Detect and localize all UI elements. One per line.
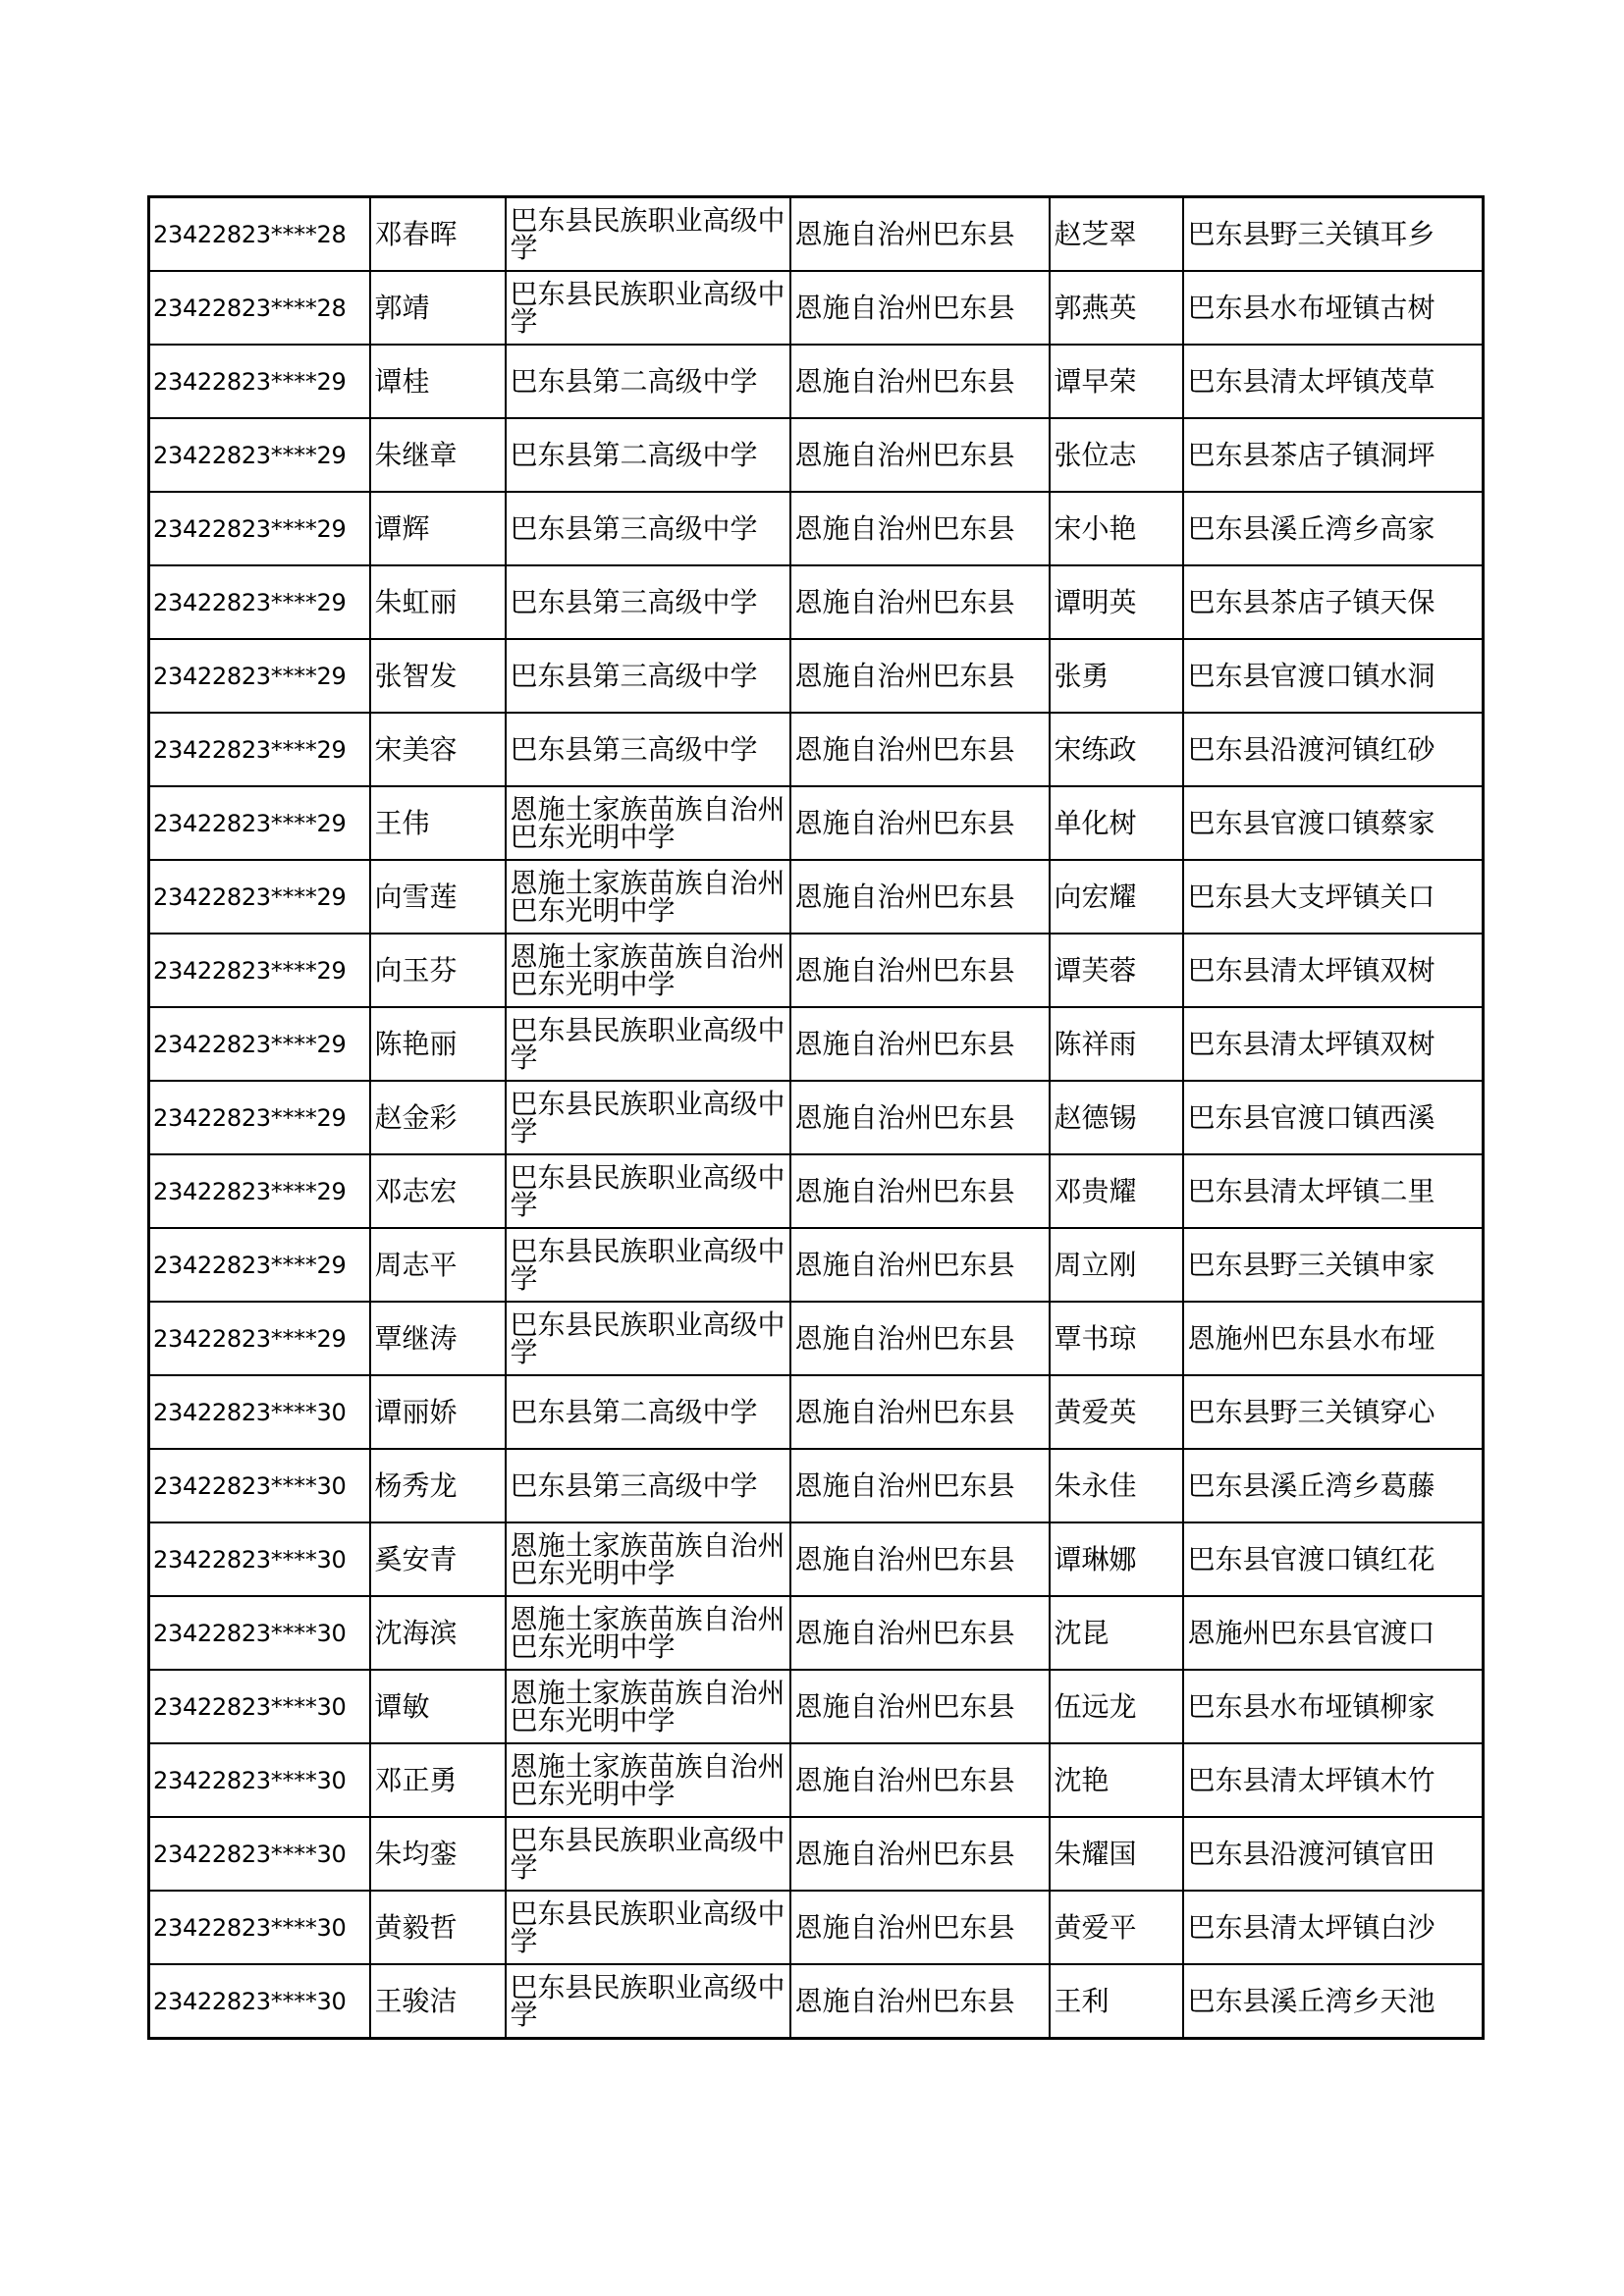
id-number-cell: 23422823****28: [149, 271, 370, 345]
guardian-name-cell: 谭明英: [1050, 565, 1183, 639]
id-number-cell: 23422823****29: [149, 1302, 370, 1375]
region-cell: 恩施自治州巴东县: [790, 1522, 1050, 1596]
guardian-name-cell: 周立刚: [1050, 1228, 1183, 1302]
table-row: [149, 786, 1484, 860]
table-row: [149, 1449, 1484, 1522]
address-cell: 巴东县官渡口镇西溪: [1183, 1081, 1484, 1154]
id-number-cell: 23422823****29: [149, 860, 370, 934]
guardian-name-cell: 张勇: [1050, 639, 1183, 713]
guardian-name-cell: 陈祥雨: [1050, 1007, 1183, 1081]
student-name-cell: 谭辉: [370, 492, 506, 565]
guardian-name-cell: 覃书琼: [1050, 1302, 1183, 1375]
school-cell: 恩施土家族苗族自治州巴东光明中学: [506, 934, 790, 1007]
school-cell: 恩施土家族苗族自治州巴东光明中学: [506, 1670, 790, 1743]
id-number-cell: 23422823****30: [149, 1375, 370, 1449]
region-cell: 恩施自治州巴东县: [790, 418, 1050, 492]
address-cell: 巴东县溪丘湾乡葛藤: [1183, 1449, 1484, 1522]
school-cell: 恩施土家族苗族自治州巴东光明中学: [506, 1743, 790, 1817]
school-cell: 恩施土家族苗族自治州巴东光明中学: [506, 786, 790, 860]
student-name-cell: 奚安青: [370, 1522, 506, 1596]
guardian-name-cell: 郭燕英: [1050, 271, 1183, 345]
school-cell: 巴东县民族职业高级中学: [506, 1817, 790, 1891]
id-number-cell: 23422823****30: [149, 1743, 370, 1817]
id-number-cell: 23422823****29: [149, 345, 370, 418]
student-name-cell: 谭丽娇: [370, 1375, 506, 1449]
school-cell: 巴东县第三高级中学: [506, 1449, 790, 1522]
region-cell: 恩施自治州巴东县: [790, 1817, 1050, 1891]
table-row: [149, 197, 1484, 272]
region-cell: 恩施自治州巴东县: [790, 1596, 1050, 1670]
school-cell: 巴东县民族职业高级中学: [506, 1964, 790, 2039]
id-number-cell: 23422823****30: [149, 1449, 370, 1522]
table-row: [149, 1817, 1484, 1891]
student-name-cell: 朱均銮: [370, 1817, 506, 1891]
id-number-cell: 23422823****29: [149, 1228, 370, 1302]
address-cell: 巴东县沿渡河镇红砂: [1183, 713, 1484, 786]
guardian-name-cell: 邓贵耀: [1050, 1154, 1183, 1228]
address-cell: 巴东县清太坪镇二里: [1183, 1154, 1484, 1228]
student-name-cell: 朱继章: [370, 418, 506, 492]
guardian-name-cell: 黄爱平: [1050, 1891, 1183, 1964]
region-cell: 恩施自治州巴东县: [790, 1154, 1050, 1228]
table-row: [149, 345, 1484, 418]
student-name-cell: 王骏洁: [370, 1964, 506, 2039]
guardian-name-cell: 宋练政: [1050, 713, 1183, 786]
region-cell: 恩施自治州巴东县: [790, 1891, 1050, 1964]
region-cell: 恩施自治州巴东县: [790, 1302, 1050, 1375]
school-cell: 巴东县第二高级中学: [506, 1375, 790, 1449]
school-cell: 巴东县民族职业高级中学: [506, 1302, 790, 1375]
address-cell: 巴东县官渡口镇水洞: [1183, 639, 1484, 713]
student-name-cell: 郭靖: [370, 271, 506, 345]
region-cell: 恩施自治州巴东县: [790, 713, 1050, 786]
region-cell: 恩施自治州巴东县: [790, 934, 1050, 1007]
address-cell: 巴东县野三关镇申家: [1183, 1228, 1484, 1302]
table-row: [149, 639, 1484, 713]
address-cell: 巴东县官渡口镇红花: [1183, 1522, 1484, 1596]
guardian-name-cell: 谭芙蓉: [1050, 934, 1183, 1007]
table-row: [149, 1081, 1484, 1154]
address-cell: 巴东县茶店子镇天保: [1183, 565, 1484, 639]
region-cell: 恩施自治州巴东县: [790, 1081, 1050, 1154]
table-row: [149, 418, 1484, 492]
school-cell: 巴东县民族职业高级中学: [506, 1081, 790, 1154]
school-cell: 巴东县民族职业高级中学: [506, 1228, 790, 1302]
address-cell: 巴东县官渡口镇蔡家: [1183, 786, 1484, 860]
region-cell: 恩施自治州巴东县: [790, 786, 1050, 860]
id-number-cell: 23422823****30: [149, 1596, 370, 1670]
guardian-name-cell: 赵德锡: [1050, 1081, 1183, 1154]
id-number-cell: 23422823****29: [149, 1007, 370, 1081]
region-cell: 恩施自治州巴东县: [790, 1670, 1050, 1743]
table-row: [149, 1596, 1484, 1670]
student-name-cell: 向雪莲: [370, 860, 506, 934]
address-cell: 恩施州巴东县水布垭: [1183, 1302, 1484, 1375]
table-row: [149, 934, 1484, 1007]
guardian-name-cell: 朱永佳: [1050, 1449, 1183, 1522]
id-number-cell: 23422823****28: [149, 197, 370, 272]
student-name-cell: 沈海滨: [370, 1596, 506, 1670]
region-cell: 恩施自治州巴东县: [790, 1007, 1050, 1081]
school-cell: 巴东县民族职业高级中学: [506, 1154, 790, 1228]
region-cell: 恩施自治州巴东县: [790, 1375, 1050, 1449]
school-cell: 巴东县第三高级中学: [506, 639, 790, 713]
id-number-cell: 23422823****29: [149, 1081, 370, 1154]
address-cell: 巴东县清太坪镇木竹: [1183, 1743, 1484, 1817]
address-cell: 巴东县清太坪镇双树: [1183, 934, 1484, 1007]
address-cell: 巴东县溪丘湾乡天池: [1183, 1964, 1484, 2039]
region-cell: 恩施自治州巴东县: [790, 1743, 1050, 1817]
table-row: [149, 713, 1484, 786]
student-name-cell: 陈艳丽: [370, 1007, 506, 1081]
table-row: [149, 1228, 1484, 1302]
school-cell: 巴东县民族职业高级中学: [506, 271, 790, 345]
student-name-cell: 谭桂: [370, 345, 506, 418]
student-name-cell: 杨秀龙: [370, 1449, 506, 1522]
student-name-cell: 邓志宏: [370, 1154, 506, 1228]
table-row: [149, 1007, 1484, 1081]
student-table: [147, 195, 1485, 2040]
id-number-cell: 23422823****29: [149, 418, 370, 492]
guardian-name-cell: 伍远龙: [1050, 1670, 1183, 1743]
id-number-cell: 23422823****29: [149, 639, 370, 713]
guardian-name-cell: 王利: [1050, 1964, 1183, 2039]
region-cell: 恩施自治州巴东县: [790, 345, 1050, 418]
address-cell: 恩施州巴东县官渡口: [1183, 1596, 1484, 1670]
student-name-cell: 覃继涛: [370, 1302, 506, 1375]
school-cell: 恩施土家族苗族自治州巴东光明中学: [506, 1596, 790, 1670]
guardian-name-cell: 向宏耀: [1050, 860, 1183, 934]
id-number-cell: 23422823****30: [149, 1891, 370, 1964]
guardian-name-cell: 宋小艳: [1050, 492, 1183, 565]
address-cell: 巴东县沿渡河镇官田: [1183, 1817, 1484, 1891]
region-cell: 恩施自治州巴东县: [790, 271, 1050, 345]
school-cell: 巴东县民族职业高级中学: [506, 197, 790, 272]
id-number-cell: 23422823****29: [149, 1154, 370, 1228]
guardian-name-cell: 沈昆: [1050, 1596, 1183, 1670]
table-row: [149, 1964, 1484, 2039]
school-cell: 巴东县民族职业高级中学: [506, 1891, 790, 1964]
table-row: [149, 1743, 1484, 1817]
student-name-cell: 向玉芬: [370, 934, 506, 1007]
address-cell: 巴东县大支坪镇关口: [1183, 860, 1484, 934]
table-row: [149, 1670, 1484, 1743]
region-cell: 恩施自治州巴东县: [790, 492, 1050, 565]
id-number-cell: 23422823****30: [149, 1964, 370, 2039]
school-cell: 巴东县民族职业高级中学: [506, 1007, 790, 1081]
school-cell: 恩施土家族苗族自治州巴东光明中学: [506, 1522, 790, 1596]
school-cell: 巴东县第三高级中学: [506, 713, 790, 786]
address-cell: 巴东县溪丘湾乡高家: [1183, 492, 1484, 565]
region-cell: 恩施自治州巴东县: [790, 197, 1050, 272]
id-number-cell: 23422823****29: [149, 492, 370, 565]
region-cell: 恩施自治州巴东县: [790, 1449, 1050, 1522]
school-cell: 巴东县第二高级中学: [506, 418, 790, 492]
address-cell: 巴东县野三关镇耳乡: [1183, 197, 1484, 272]
address-cell: 巴东县野三关镇穿心: [1183, 1375, 1484, 1449]
id-number-cell: 23422823****29: [149, 565, 370, 639]
student-name-cell: 赵金彩: [370, 1081, 506, 1154]
guardian-name-cell: 赵芝翠: [1050, 197, 1183, 272]
region-cell: 恩施自治州巴东县: [790, 639, 1050, 713]
school-cell: 巴东县第三高级中学: [506, 492, 790, 565]
table-row: [149, 1302, 1484, 1375]
school-cell: 巴东县第三高级中学: [506, 565, 790, 639]
guardian-name-cell: 谭琳娜: [1050, 1522, 1183, 1596]
guardian-name-cell: 沈艳: [1050, 1743, 1183, 1817]
id-number-cell: 23422823****30: [149, 1670, 370, 1743]
table-row: [149, 1375, 1484, 1449]
table-row: [149, 1891, 1484, 1964]
guardian-name-cell: 黄爱英: [1050, 1375, 1183, 1449]
student-name-cell: 邓春晖: [370, 197, 506, 272]
school-cell: 恩施土家族苗族自治州巴东光明中学: [506, 860, 790, 934]
id-number-cell: 23422823****29: [149, 934, 370, 1007]
id-number-cell: 23422823****29: [149, 786, 370, 860]
student-name-cell: 邓正勇: [370, 1743, 506, 1817]
table-row: [149, 1522, 1484, 1596]
id-number-cell: 23422823****30: [149, 1817, 370, 1891]
table-row: [149, 1154, 1484, 1228]
address-cell: 巴东县清太坪镇茂草: [1183, 345, 1484, 418]
student-name-cell: 周志平: [370, 1228, 506, 1302]
id-number-cell: 23422823****30: [149, 1522, 370, 1596]
student-name-cell: 张智发: [370, 639, 506, 713]
student-name-cell: 王伟: [370, 786, 506, 860]
student-name-cell: 黄毅哲: [370, 1891, 506, 1964]
table-body: [149, 197, 1484, 2039]
region-cell: 恩施自治州巴东县: [790, 565, 1050, 639]
guardian-name-cell: 单化树: [1050, 786, 1183, 860]
student-name-cell: 朱虹丽: [370, 565, 506, 639]
region-cell: 恩施自治州巴东县: [790, 860, 1050, 934]
region-cell: 恩施自治州巴东县: [790, 1228, 1050, 1302]
student-name-cell: 宋美容: [370, 713, 506, 786]
table-row: [149, 492, 1484, 565]
address-cell: 巴东县清太坪镇双树: [1183, 1007, 1484, 1081]
table-row: [149, 860, 1484, 934]
region-cell: 恩施自治州巴东县: [790, 1964, 1050, 2039]
guardian-name-cell: 张位志: [1050, 418, 1183, 492]
table-row: [149, 271, 1484, 345]
id-number-cell: 23422823****29: [149, 713, 370, 786]
table-row: [149, 565, 1484, 639]
address-cell: 巴东县水布垭镇古树: [1183, 271, 1484, 345]
address-cell: 巴东县茶店子镇洞坪: [1183, 418, 1484, 492]
student-name-cell: 谭敏: [370, 1670, 506, 1743]
school-cell: 巴东县第二高级中学: [506, 345, 790, 418]
address-cell: 巴东县水布垭镇柳家: [1183, 1670, 1484, 1743]
guardian-name-cell: 谭早荣: [1050, 345, 1183, 418]
address-cell: 巴东县清太坪镇白沙: [1183, 1891, 1484, 1964]
guardian-name-cell: 朱耀国: [1050, 1817, 1183, 1891]
